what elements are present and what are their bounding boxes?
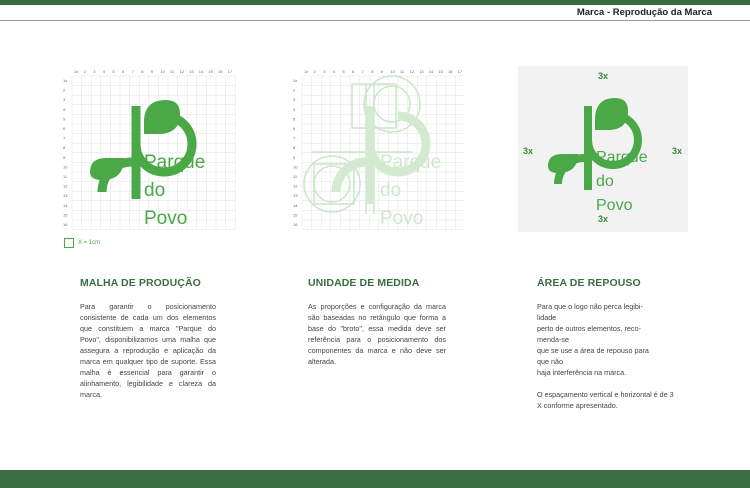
section-title: MALHA DE PRODUÇÃO <box>80 277 201 289</box>
grid-col-number: 5 <box>112 69 115 74</box>
grid-row-number: 6 <box>63 126 66 131</box>
grid-row-number: 12 <box>293 183 298 189</box>
unit-logo-text-line-1: Parque <box>380 152 442 173</box>
section-body: As proporções e configuração da marca são baseadas no retângulo que forma a base do "broto", essa medida deve ser referência para o posicionamento dos componentes da marca e não deve ser alterada. <box>308 302 446 366</box>
clear-space-right-mark: 3x <box>672 146 683 156</box>
grid-col-number: 16 <box>218 69 223 74</box>
leaf-top-icon <box>144 100 180 134</box>
legend-swatch <box>64 238 74 248</box>
grid-col-number: 4 <box>102 69 106 74</box>
page-title: Marca - Reprodução da Marca <box>576 7 712 18</box>
grid-row-number: 4 <box>63 106 66 112</box>
grid-row-number: 1x <box>63 78 68 83</box>
top-bar <box>0 0 750 5</box>
rest-logo-text-line-2: do <box>596 173 614 190</box>
grid-row-number: 15 <box>293 212 298 218</box>
grid-col-number: 14 <box>428 69 434 74</box>
grid-row-number: 3 <box>63 97 66 103</box>
grid-row-number: 5 <box>63 116 66 122</box>
grid-col-number: 6 <box>352 69 355 74</box>
grid-row-number: 11 <box>63 174 68 179</box>
grid-col-number: 12 <box>179 69 185 74</box>
rest-leaf-top-icon <box>595 98 628 130</box>
logo-text-line-1: Parque <box>144 152 206 173</box>
grid-col-number: 7 <box>131 69 134 74</box>
grid-col-number: 1x <box>74 69 79 74</box>
grid-row-number: 8 <box>293 145 296 151</box>
grid-row-number: 9 <box>293 154 296 160</box>
grid-row-number: 2 <box>63 87 66 93</box>
grid-row-number: 14 <box>293 202 298 208</box>
grid-col-number: 2 <box>313 69 316 74</box>
grid-col-number: 16 <box>448 69 453 74</box>
grid-row-number: 8 <box>63 145 66 151</box>
grid-col-number: 11 <box>400 69 405 74</box>
grid-row-number: 10 <box>63 164 68 170</box>
grid-row-number: 9 <box>63 154 66 160</box>
unit-of-measure-panel <box>292 64 464 239</box>
clear-space-panel <box>518 66 688 232</box>
grid-row-number: 7 <box>293 135 296 141</box>
header-divider <box>0 20 750 21</box>
grid-row-number: 13 <box>63 193 68 199</box>
grid-col-number: 9 <box>380 69 384 74</box>
grid-col-number: 5 <box>342 69 345 74</box>
grid-col-number: 3 <box>93 69 96 74</box>
grid-row-number: 1x <box>293 78 298 83</box>
section-body: Para que o logo não perca legibi- lidade perto de outros elementos, reco- menda-se que se use a área de repouso para que não haja interferência na marca. <box>537 302 649 377</box>
section-title: UNIDADE DE MEDIDA <box>308 277 420 289</box>
grid-col-number: 2 <box>83 69 86 74</box>
grid-col-number: 4 <box>332 69 336 74</box>
bottom-bar <box>0 470 750 488</box>
section-body: Para garantir o posicionamento consistente de cada um dos elementos que constituem a marca "Parque do Povo", disponibilizamos uma malha que assegura a reprodução e aplicação da marca em qualquer tipo de suporte. Essa malha é essencial para garantir o alinhamento, legibilidade e clareza da marca. <box>80 302 216 399</box>
legend-label: X = 1cm <box>78 240 101 246</box>
grid-col-number: 3 <box>323 69 326 74</box>
unit-logo-svg <box>292 64 464 234</box>
grid-col-number: 14 <box>198 69 204 74</box>
rest-logo-svg <box>518 66 688 232</box>
grid-col-number: 7 <box>361 69 364 74</box>
rest-logo-text-line-1: Parque <box>596 149 648 166</box>
grid-col-number: 11 <box>170 69 175 74</box>
section-production-grid <box>80 277 216 400</box>
grid-row-number: 7 <box>63 135 66 141</box>
clear-space-bottom-mark: 3x <box>598 214 609 224</box>
grid-col-number: 13 <box>419 69 424 74</box>
grid-row-number: 5 <box>293 116 296 122</box>
grid-col-number: 13 <box>189 69 194 74</box>
grid-row-number: 6 <box>293 126 296 131</box>
section-title: ÁREA DE REPOUSO <box>537 277 641 289</box>
grid-row-number: 15 <box>63 212 68 218</box>
grid-legend <box>64 238 100 248</box>
grid-col-number: 8 <box>371 69 374 74</box>
section-clear-space <box>537 277 675 411</box>
grid-row-number: 13 <box>293 193 298 199</box>
grid-row-number: 4 <box>293 106 296 112</box>
grid-col-number: 15 <box>208 69 213 74</box>
grid-col-number: 10 <box>160 69 165 74</box>
grid-col-number: 17 <box>227 69 233 74</box>
logo-text-line-3: Povo <box>144 208 188 229</box>
grid-col-number: 8 <box>141 69 144 74</box>
rest-logo-text-line-3: Povo <box>596 197 633 214</box>
grid-col-number: 15 <box>438 69 443 74</box>
grid-row-number: 2 <box>293 87 296 93</box>
section-body-2: O espaçamento vertical e horizontal é de 3 X conforme apresentado. <box>537 390 674 410</box>
grid-row-number: 10 <box>293 164 298 170</box>
grid-row-number: 14 <box>63 202 68 208</box>
logo-text-line-2: do <box>144 180 166 201</box>
grid-col-number: 6 <box>122 69 125 74</box>
rest-leaf-bottom-icon <box>548 154 578 173</box>
grid-logo-svg <box>62 64 238 234</box>
grid-col-number: 10 <box>390 69 395 74</box>
grid-row-number: 11 <box>293 174 298 179</box>
clear-space-left-mark: 3x <box>523 146 534 156</box>
grid-col-number: 17 <box>457 69 463 74</box>
grid-col-number: 1x <box>304 69 309 74</box>
grid-row-number: 16 <box>63 222 68 227</box>
grid-row-number: 16 <box>293 222 298 227</box>
grid-row-number: 3 <box>293 97 296 103</box>
unit-logo-text-line-2: do <box>380 180 402 201</box>
leaf-bottom-icon <box>90 158 124 180</box>
production-grid-panel <box>62 64 238 239</box>
grid-row-number: 12 <box>63 183 68 189</box>
section-unit-of-measure <box>308 277 446 367</box>
clear-space-top-mark: 3x <box>598 71 609 81</box>
unit-logo-text-line-3: Povo <box>380 208 424 229</box>
grid-col-number: 12 <box>409 69 415 74</box>
grid-col-number: 9 <box>150 69 154 74</box>
